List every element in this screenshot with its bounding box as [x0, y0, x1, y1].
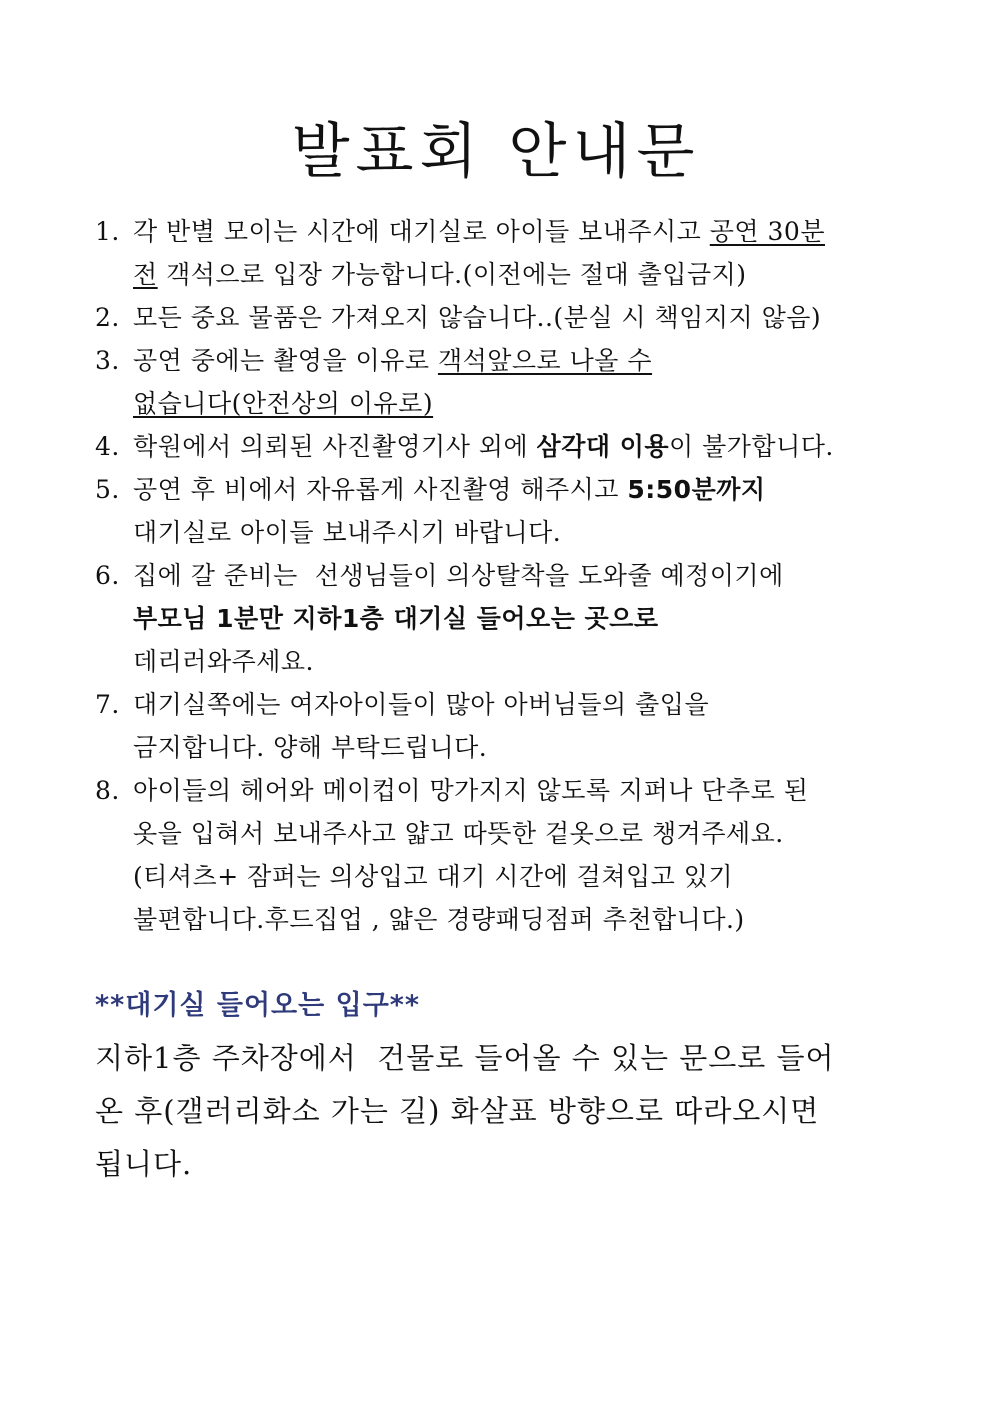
item-text: 모든 중요 물품은 가져오지 않습니다..(분실 시 책임지지 않음)	[133, 303, 822, 332]
item-line	[133, 210, 955, 253]
notice-item-5	[95, 468, 955, 554]
directions-line: 됩니다.	[95, 1147, 193, 1181]
entrance-heading: **대기실 들어오는 입구**	[95, 990, 421, 1021]
item-number: 1.	[95, 217, 120, 246]
item-text: 객석으로 입장 가능합니다.(이전에는 절대 출입금지)	[157, 260, 747, 289]
item-text: 이 불가합니다.	[669, 432, 834, 461]
item-text: 아이들의 헤어와 메이컵이 망가지지 않도록 지퍼나 단추로 된	[133, 776, 809, 805]
item-text: 옷을 입혀서 보내주사고 얇고 따뜻한 겉옷으로 챙겨주세요.	[133, 819, 784, 848]
entrance-section	[95, 982, 955, 1191]
item-line	[133, 339, 955, 382]
item-text: 대기실로 아이들 보내주시기 바랍니다.	[133, 518, 562, 547]
item-line	[133, 382, 955, 425]
item-text: 금지합니다. 양해 부탁드립니다.	[133, 733, 488, 762]
notice-list	[95, 210, 955, 941]
item-number: 3.	[95, 346, 120, 375]
entrance-directions	[95, 1032, 955, 1191]
notice-item-7	[95, 683, 955, 769]
item-number: 6.	[95, 561, 120, 590]
bold-text: 5:50분까지	[627, 475, 766, 504]
notice-item-1	[95, 210, 955, 296]
underlined-text: 공연 30분	[709, 217, 825, 246]
underlined-text: 전	[133, 260, 158, 289]
item-line	[133, 468, 955, 511]
notice-item-4	[95, 425, 955, 468]
item-text: 각 반별 모이는 시간에 대기실로 아이들 보내주시고	[133, 217, 710, 246]
item-text: 대기실쪽에는 여자아이들이 많아 아버님들의 출입을	[133, 690, 710, 719]
item-number: 2.	[95, 303, 120, 332]
item-line	[133, 253, 955, 296]
item-number: 5.	[95, 475, 120, 504]
underlined-text: 객석앞으로 나올 수	[437, 346, 653, 375]
item-line	[133, 425, 955, 468]
bold-text: 부모님 1분만 지하1층 대기실 들어오는 곳으로	[133, 604, 659, 633]
item-text: 공연 중에는 촬영을 이유로	[133, 346, 438, 375]
underlined-text: 없습니다(안전상의 이유로)	[133, 389, 434, 418]
item-text: 데리러와주세요.	[133, 647, 314, 676]
directions-line: 지하1층 주차장에서 건물로 들어올 수 있는 문으로 들어	[95, 1041, 835, 1075]
bold-text: 삼각대 이용	[536, 432, 670, 461]
item-text: 불편합니다.후드집업 , 얇은 경량패딩점퍼 추천합니다.)	[133, 905, 745, 934]
item-text: 집에 갈 준비는 선생님들이 의상탈착을 도와줄 예정이기에	[133, 561, 784, 590]
item-number: 4.	[95, 432, 120, 461]
item-text: 공연 후 비에서 자유롭게 사진촬영 해주시고	[133, 475, 628, 504]
notice-item-2	[95, 296, 955, 339]
notice-item-6	[95, 554, 955, 683]
item-text: 학원에서 의뢰된 사진촬영기사 외에	[133, 432, 537, 461]
item-number: 8.	[95, 776, 120, 805]
page-title: 발표회 안내문	[291, 117, 701, 187]
item-number: 7.	[95, 690, 120, 719]
notice-item-3	[95, 339, 955, 425]
notice-item-8	[95, 769, 955, 941]
item-text: (티셔츠+ 잠퍼는 의상입고 대기 시간에 걸쳐입고 있기	[133, 862, 734, 891]
directions-line: 온 후(갤러리화소 가는 길) 화살표 방향으로 따라오시면	[95, 1094, 820, 1128]
